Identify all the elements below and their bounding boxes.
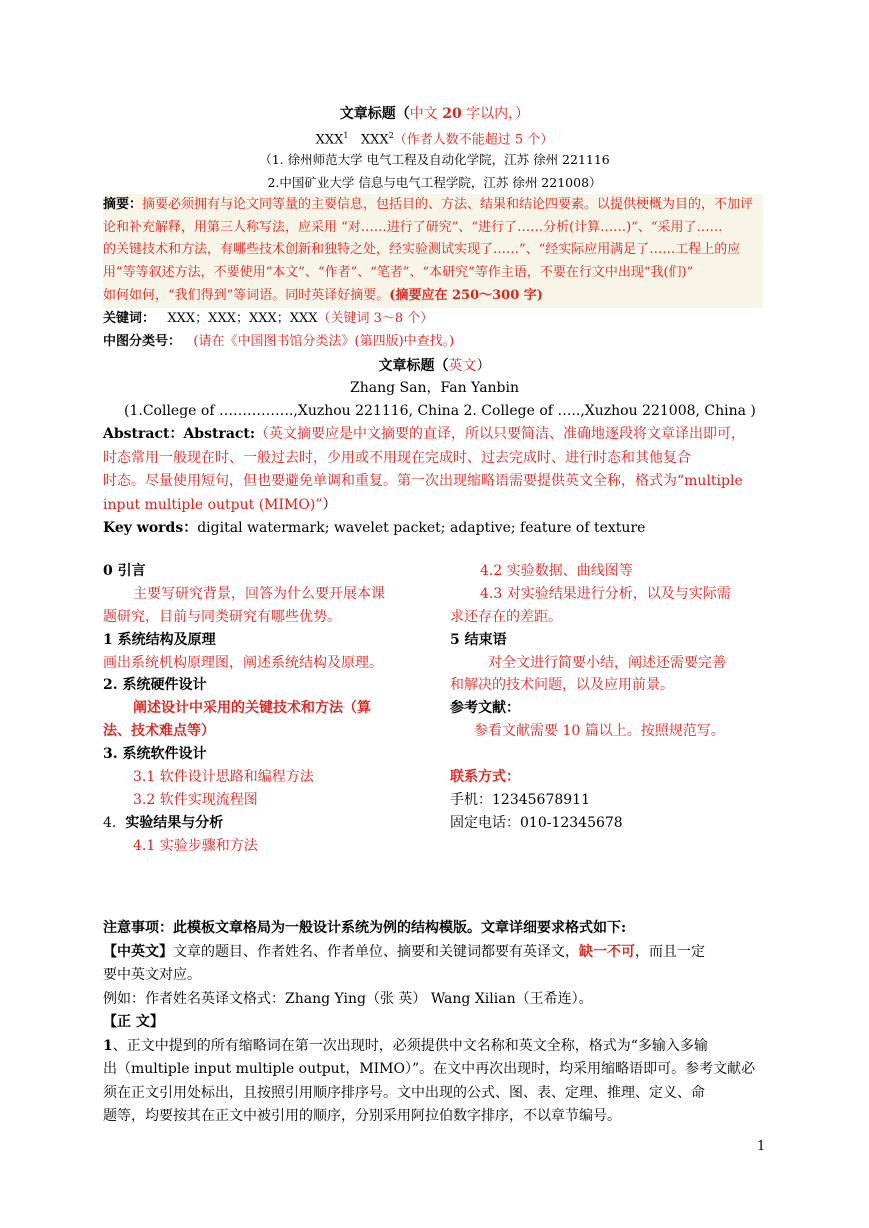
authors-line <box>0 125 869 151</box>
abstract-en-line: 时态常用一般现在时、一般过去时，少用或不用现在完成时、过去完成时、进行时态和其他复合 <box>103 449 691 466</box>
authors-en: Zhang San，Fan Yanbin <box>349 380 520 396</box>
author-1-affil-mark: 1 <box>343 131 349 140</box>
affiliation-1: （1. 徐州师范大学 电气工程及自动化学院，江苏 徐州 221116 <box>259 152 610 167</box>
title-en-prefix: 文章标题（ <box>378 358 449 374</box>
notes-item-1-num: 1 <box>103 1037 113 1054</box>
title-cn <box>0 103 869 125</box>
notes-cn-en-tag: 【中英文】 <box>103 943 173 960</box>
contact-title: 联系方式： <box>450 769 520 786</box>
keywords-cn-note: （关键词 3～8 个） <box>317 311 434 326</box>
keywords-cn-value: XXX；XXX；XXX；XXX <box>167 311 318 326</box>
title-en <box>0 355 869 377</box>
authors-note: （作者人数不能超过 5 个） <box>393 132 554 148</box>
section-3-title: 3. 系统软件设计 <box>103 746 207 763</box>
notes-item-1-text: 题等，均要按其在正文中被引用的顺序，分别采用阿拉伯数字排序，不以章节编号。 <box>103 1108 621 1124</box>
abstract-cn-line: 如何如何，“我们得到”等词语。同时英译好摘要。 <box>103 287 390 303</box>
notes-section <box>103 917 768 1129</box>
notes-cn-en-text: ，而且一定 <box>635 943 705 960</box>
title-cn-note-tail: 字以内，） <box>461 106 530 122</box>
section-4-2: 4.2 实验数据、曲线图等 <box>480 563 633 579</box>
author-2: XXX <box>360 132 389 148</box>
section-4-1: 4.1 实验步骤和方法 <box>133 837 258 854</box>
page-number: 1 <box>757 1139 766 1154</box>
clc-label: 中图分类号： <box>103 334 182 349</box>
contact-phone: 手机：12345678911 <box>450 791 590 808</box>
notes-cn-en-emphasis: 缺一不可 <box>579 943 635 960</box>
abstract-cn-line: 摘要必须拥有与论文同等量的主要信息，包括目的、方法、结果和结论四要素。以提供梗概为目的，不加评 <box>142 197 754 212</box>
abstract-en <box>103 423 763 541</box>
section-2-title: 2. 系统硬件设计 <box>103 677 207 694</box>
abstract-en-line: 时态。尽量使用短句，但也要避免单调和重复。第一次出现缩略语需要提供英文全称，格式为“multiple <box>103 473 743 489</box>
keywords-cn <box>103 308 433 330</box>
references-title: 参考文献： <box>450 700 520 717</box>
abstract-cn <box>103 194 763 308</box>
abstract-length-note: (摘要应在 250～300 字) <box>389 287 543 303</box>
notes-item-1-text: 、正文中提到的所有缩略词在第一次出现时，必须提供中文名称和英文全称，格式为“多输入多输 <box>112 1037 708 1054</box>
abstract-cn-label: 摘要： <box>103 197 143 212</box>
abstract-en-label: Abstract：Abstract: <box>103 426 256 442</box>
title-cn-prefix: 文章标题（ <box>339 106 410 122</box>
notes-body-tag: 【正 文】 <box>103 1014 164 1030</box>
notes-example: 例如：作者姓名英译文格式：Zhang Ying（张 英） Wang Xilian（王希连）。 <box>103 990 593 1007</box>
section-2-text: 法、技术难点等） <box>103 723 215 740</box>
section-5-title: 5 结束语 <box>450 631 507 648</box>
author-2-affil-mark: 2 <box>388 131 394 140</box>
section-4-3: 求还存在的差距。 <box>450 608 562 625</box>
body-right-column <box>450 560 765 835</box>
affiliation-2: 2.中国矿业大学 信息与电气工程学院，江苏 徐州 221008） <box>267 175 602 190</box>
abstract-en-close: ） <box>322 496 337 513</box>
section-3-1: 3.1 软件设计思路和编程方法 <box>133 769 314 786</box>
notes-cn-en-text: 要中英文对应。 <box>103 967 201 983</box>
abstract-en-line: input multiple output (MIMO)” <box>103 496 323 513</box>
section-0-text: 主要写研究背景，回答为什么要开展本课 <box>133 585 385 602</box>
notes-item-1-text: 须在正文引用处标出，且按照引用顺序排序号。文中出现的公式、图、表、定理、推理、定义、命 <box>103 1084 705 1101</box>
section-1-text: 画出系统机构原理图，阐述系统结构及原理。 <box>103 654 383 671</box>
title-cn-note-num: 20 <box>442 106 462 122</box>
title-cn-note: 中文 <box>409 106 443 122</box>
affiliation-en: (1.College of …………….,Xuzhou 221116, China 2. College of …..,Xuzhou 221008, China ) <box>124 403 756 419</box>
abstract-cn-line: 用”等等叙述方法，不要使用“本文”、“作者”、“笔者”、“本研究”等作主语，不要在行文中出现“我(们)” <box>103 265 694 281</box>
clc-note: (请在《中国图书馆分类法》(第四版)中查找。) <box>193 334 455 349</box>
section-5-text: 对全文进行简要小结，阐述还需要完善 <box>488 654 726 671</box>
body-left-column <box>103 560 423 858</box>
author-1: XXX <box>315 132 344 148</box>
section-4-title: 实验结果与分析 <box>125 814 224 831</box>
clc-line <box>103 331 454 353</box>
abstract-cn-line: 论和补充解释，用第三人称写法，应采用 “对……进行了研究”、“进行了……分析(计算……)”、“采用了…… <box>103 219 723 235</box>
keywords-cn-label: 关键词： <box>103 311 156 326</box>
section-2-text: 阐述设计中采用的关键技术和方法（算 <box>133 700 371 717</box>
notes-cn-en-text: 文章的题目、作者姓名、作者单位、摘要和关键词都要有英译文， <box>173 943 579 960</box>
section-0-title: 0 引言 <box>103 563 146 579</box>
contact-landline: 固定电话：010-12345678 <box>450 814 623 831</box>
section-0-text: 题研究，目前与同类研究有哪些优势。 <box>103 608 341 625</box>
title-en-note: 英文 <box>448 358 477 374</box>
abstract-en-line: （英文摘要应是中文摘要的直译，所以只要简洁、准确地逐段将文章译出即可， <box>255 426 746 442</box>
section-4-3: 4.3 对实验结果进行分析，以及与实际需 <box>480 585 731 602</box>
section-4-num: 4. <box>103 814 117 831</box>
notes-heading: 注意事项：此模板文章格局为一般设计系统为例的结构模版。文章详细要求格式如下: <box>103 920 627 936</box>
title-en-suffix: ） <box>476 358 491 374</box>
section-1-title: 1 系统结构及原理 <box>103 631 216 648</box>
keywords-en-value: digital watermark; wavelet packet; adaptive; feature of texture <box>197 520 646 536</box>
abstract-cn-line: 的关键技术和方法，有哪些技术创新和独特之处，经实验测试实现了……”、“经实际应用满足了……工程上的应 <box>103 242 741 258</box>
references-text: 参看文献需要 10 篇以上。按照规范写。 <box>474 723 725 740</box>
section-5-text: 和解决的技术问题，以及应用前景。 <box>450 677 674 694</box>
keywords-en-label: Key words： <box>103 520 198 536</box>
section-3-2: 3.2 软件实现流程图 <box>133 791 258 808</box>
notes-item-1-text: 出（multiple input multiple output，MIMO）”。在文中再次出现时，均采用缩略语即可。参考文献必 <box>103 1061 756 1077</box>
